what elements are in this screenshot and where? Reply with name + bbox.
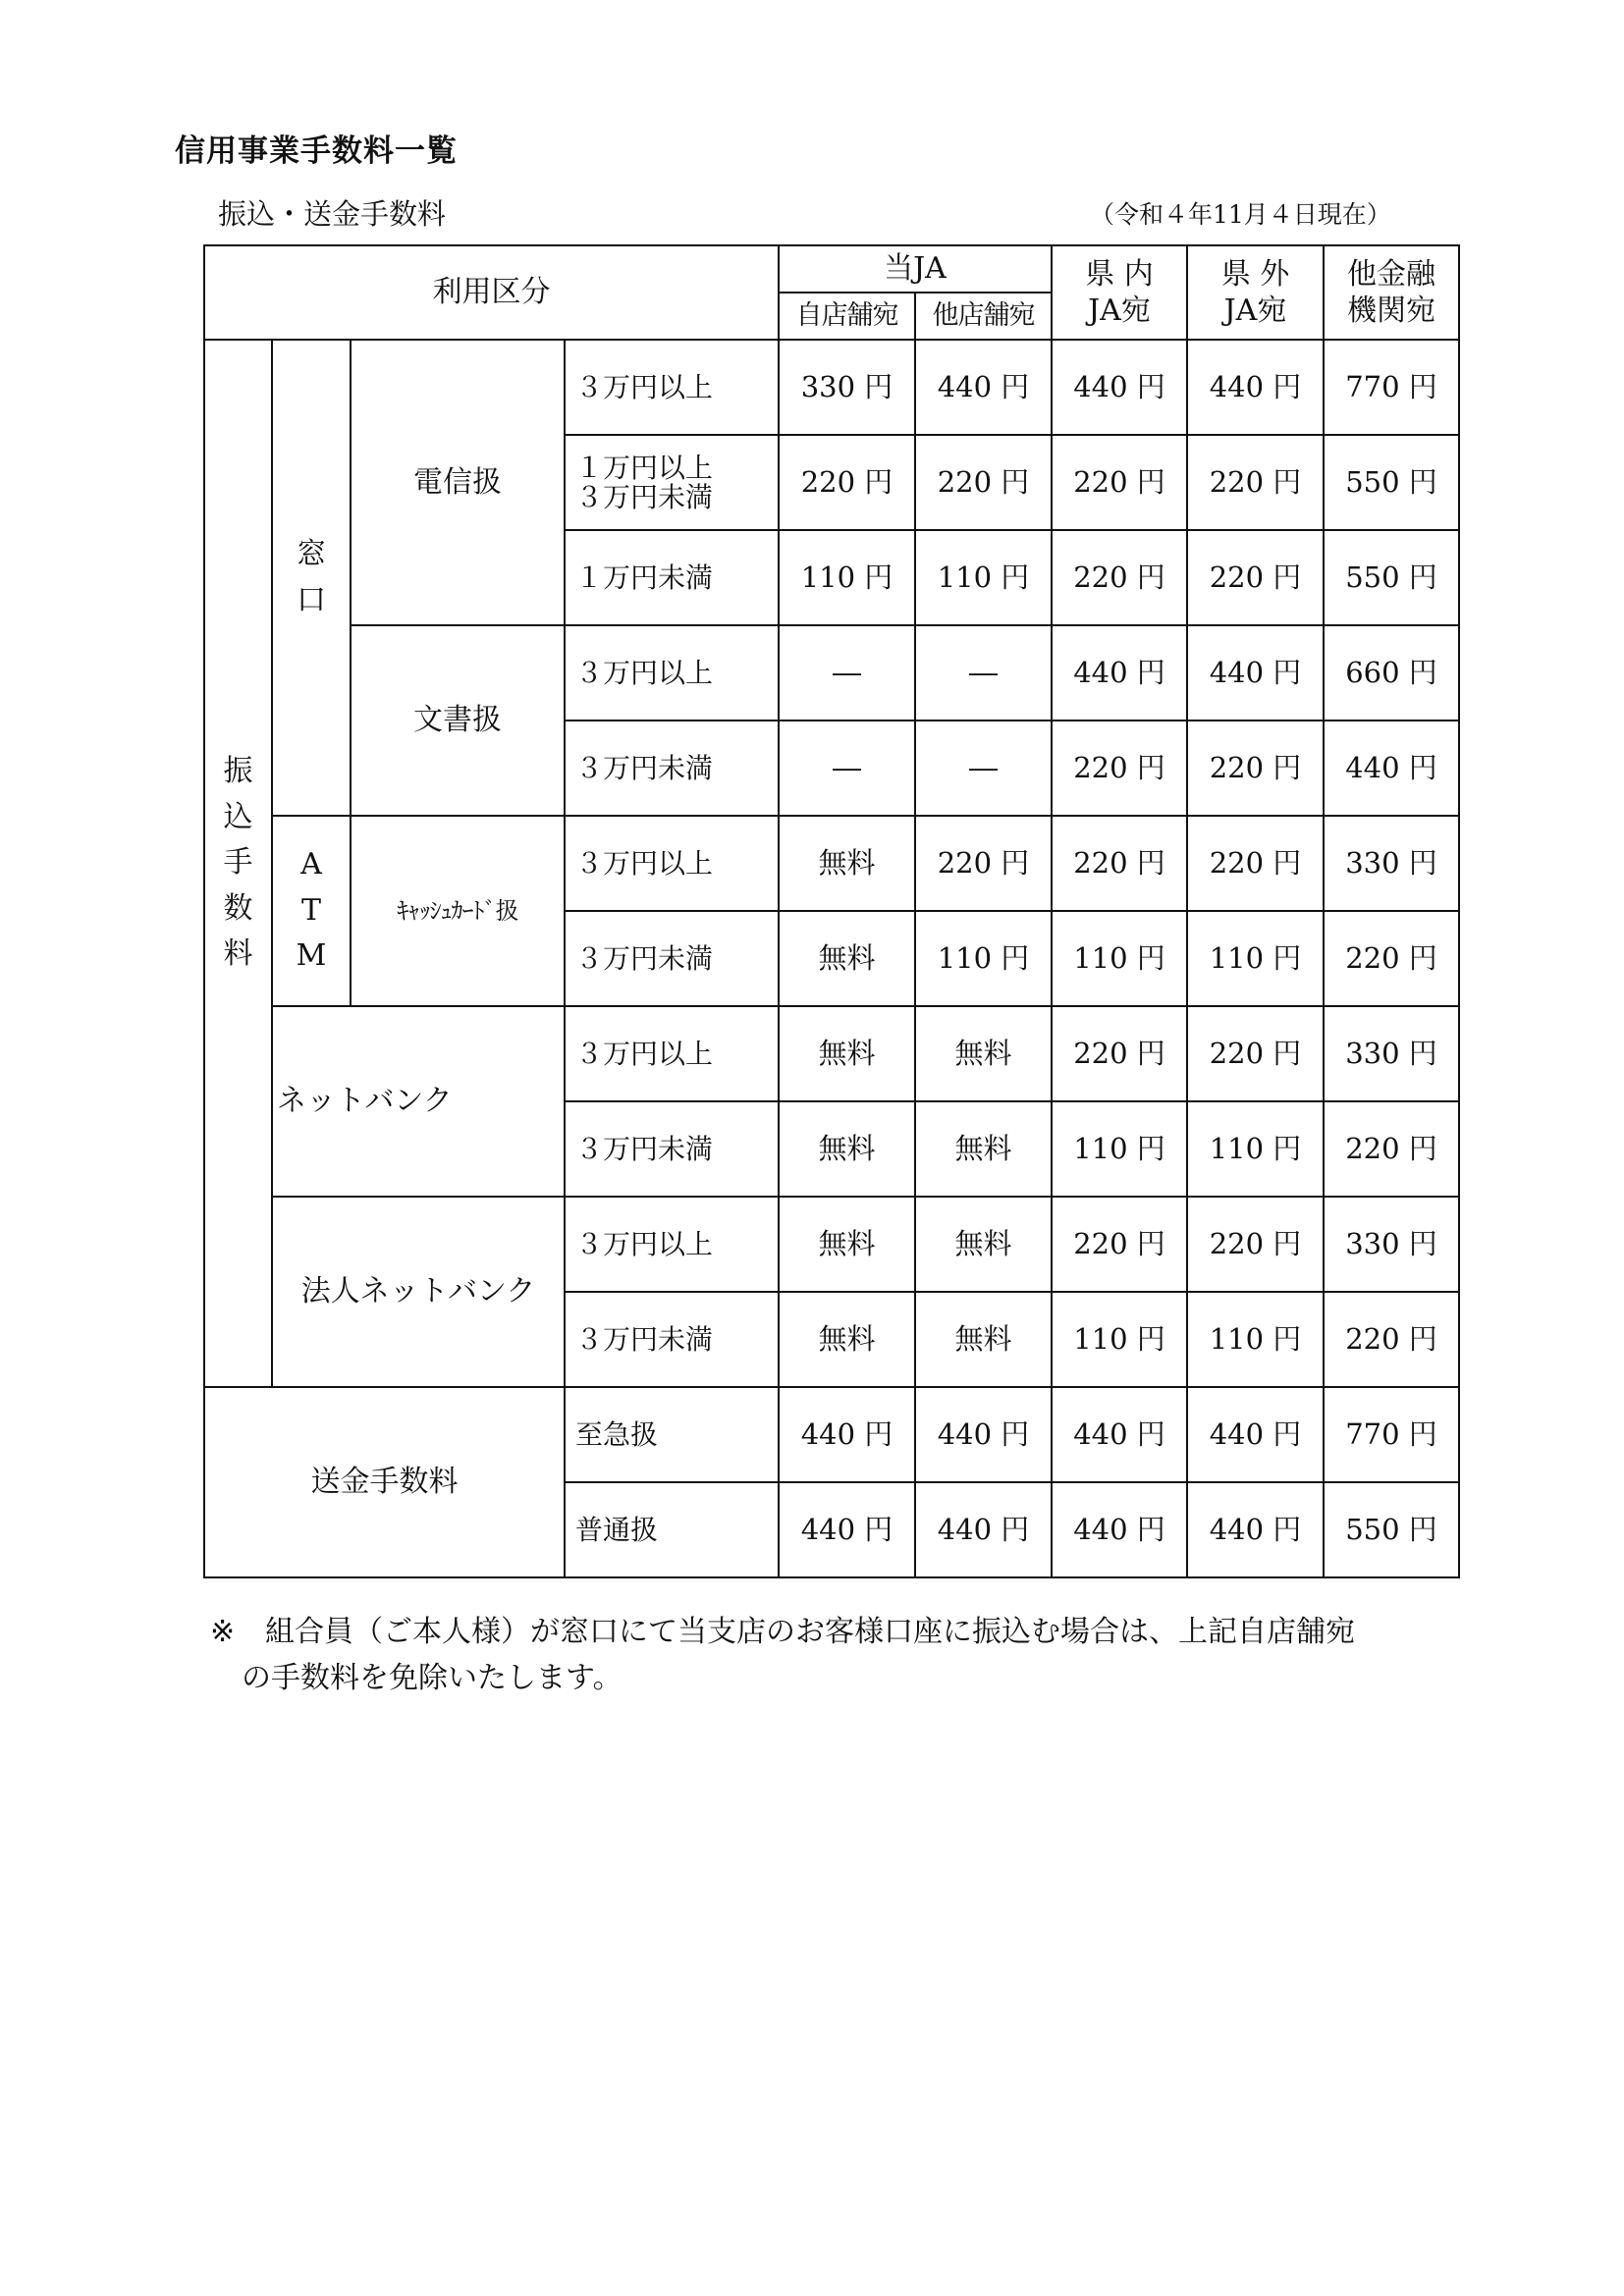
label-denshin: 電信扱	[351, 340, 565, 625]
fee-cell: 440 円	[1187, 1482, 1324, 1577]
fee-cell: 440 円	[1187, 1387, 1324, 1482]
table-row	[204, 625, 1459, 721]
fee-cell: ―	[779, 721, 915, 816]
fee-cell: 無料	[779, 1292, 915, 1387]
label-soukin-fee: 送金手数料	[204, 1387, 565, 1577]
fee-cell: ―	[915, 721, 1052, 816]
fee-cell: 110 円	[1187, 1292, 1324, 1387]
fee-cell: 440 円	[1052, 1482, 1187, 1577]
header-taten: 他店舗宛	[915, 293, 1052, 340]
fee-cell: 110 円	[1052, 1292, 1187, 1387]
range-cell: ３万円未満	[565, 1292, 779, 1387]
label-furikomi-fee: 振 込 手 数 料	[204, 340, 272, 1387]
fee-cell: 220 円	[1052, 816, 1187, 911]
fee-cell: 330 円	[779, 340, 915, 435]
note-line-1: 組合員（ご本人様）が窓口にて当支店のお客様口座に振込む場合は、上記自店舗宛	[265, 1615, 1355, 1649]
note-line-2: の手数料を免除いたします。	[242, 1660, 623, 1695]
fee-cell: 無料	[779, 816, 915, 911]
fee-cell: 110 円	[915, 911, 1052, 1006]
fee-cell: 220 円	[1052, 530, 1187, 625]
range-cell: ３万円以上	[565, 1006, 779, 1101]
fee-cell: 660 円	[1324, 625, 1459, 721]
fee-table	[203, 244, 1460, 1578]
range-cell: 普通扱	[565, 1482, 779, 1577]
fee-cell: 330 円	[1324, 816, 1459, 911]
fee-cell: 440 円	[1052, 340, 1187, 435]
fee-cell: 110 円	[915, 530, 1052, 625]
footnote	[210, 1610, 1477, 1701]
fee-cell: 440 円	[779, 1482, 915, 1577]
range-cell: ３万円以上	[565, 340, 779, 435]
fee-cell: 330 円	[1324, 1006, 1459, 1101]
fee-cell: 440 円	[1324, 721, 1459, 816]
note-mark: ※	[210, 1615, 236, 1649]
range-cell: ３万円以上	[565, 625, 779, 721]
section-subtitle: 振込・送金手数料	[218, 197, 447, 231]
header-kengai: 県 外 JA宛	[1187, 245, 1324, 340]
fee-cell: 440 円	[1187, 340, 1324, 435]
fee-cell: 110 円	[1052, 911, 1187, 1006]
fee-cell: 無料	[779, 1101, 915, 1197]
header-tou-ja: 当JA	[779, 245, 1052, 293]
fee-cell: ―	[779, 625, 915, 721]
range-cell: １万円未満	[565, 530, 779, 625]
table-row	[204, 816, 1459, 911]
fee-cell: ―	[915, 625, 1052, 721]
table-row	[204, 340, 1459, 435]
fee-cell: 220 円	[915, 816, 1052, 911]
header-usage: 利用区分	[204, 245, 779, 340]
fee-cell: 無料	[915, 1292, 1052, 1387]
fee-cell: 770 円	[1324, 1387, 1459, 1482]
fee-cell: 無料	[915, 1197, 1052, 1292]
fee-cell: 110 円	[1187, 1101, 1324, 1197]
range-cell: １万円以上 ３万円未満	[565, 435, 779, 530]
fee-cell: 無料	[915, 1006, 1052, 1101]
fee-cell: 440 円	[915, 340, 1052, 435]
fee-cell: 440 円	[915, 1387, 1052, 1482]
table-row	[204, 1387, 1459, 1482]
as-of-date: （令和４年11月４日現在）	[1090, 200, 1391, 229]
header-kennai: 県 内 JA宛	[1052, 245, 1187, 340]
fee-cell: 無料	[915, 1101, 1052, 1197]
range-cell: ３万円未満	[565, 911, 779, 1006]
fee-cell: 440 円	[1187, 625, 1324, 721]
fee-cell: 220 円	[915, 435, 1052, 530]
fee-cell: 110 円	[1052, 1101, 1187, 1197]
fee-cell: 440 円	[779, 1387, 915, 1482]
range-cell: ３万円以上	[565, 816, 779, 911]
range-cell: ３万円未満	[565, 1101, 779, 1197]
fee-cell: 440 円	[1052, 625, 1187, 721]
fee-cell: 440 円	[915, 1482, 1052, 1577]
fee-cell: 220 円	[1187, 1197, 1324, 1292]
fee-cell: 550 円	[1324, 1482, 1459, 1577]
range-cell: 至急扱	[565, 1387, 779, 1482]
label-atm: A T M	[272, 816, 351, 1006]
fee-cell: 440 円	[1052, 1387, 1187, 1482]
fee-cell: 無料	[779, 1006, 915, 1101]
fee-cell: 220 円	[1187, 530, 1324, 625]
label-bunsho: 文書扱	[351, 625, 565, 816]
fee-cell: 220 円	[1324, 911, 1459, 1006]
table-row	[204, 1197, 1459, 1292]
table-row	[204, 1006, 1459, 1101]
fee-cell: 無料	[779, 911, 915, 1006]
fee-cell: 220 円	[1187, 721, 1324, 816]
fee-cell: 220 円	[779, 435, 915, 530]
range-cell: ３万円未満	[565, 721, 779, 816]
range-cell: ３万円以上	[565, 1197, 779, 1292]
fee-cell: 220 円	[1052, 1006, 1187, 1101]
fee-cell: 110 円	[779, 530, 915, 625]
fee-cell: 220 円	[1052, 721, 1187, 816]
fee-cell: 550 円	[1324, 435, 1459, 530]
fee-cell: 330 円	[1324, 1197, 1459, 1292]
header-jiten: 自店舗宛	[779, 293, 915, 340]
fee-cell: 220 円	[1187, 1006, 1324, 1101]
label-hojin-netbank: 法人ネットバンク	[272, 1197, 565, 1387]
header-other-institutions: 他金融 機関宛	[1324, 245, 1459, 340]
fee-cell: 220 円	[1052, 435, 1187, 530]
page-title: 信用事業手数料一覧	[175, 133, 458, 169]
fee-cell: 220 円	[1187, 816, 1324, 911]
fee-cell: 220 円	[1324, 1101, 1459, 1197]
fee-cell: 220 円	[1324, 1292, 1459, 1387]
fee-cell: 無料	[779, 1197, 915, 1292]
fee-cell: 770 円	[1324, 340, 1459, 435]
label-netbank: ネットバンク	[272, 1006, 565, 1197]
label-cashcard: ｷｬｯｼｭｶｰﾄﾞ扱	[351, 816, 565, 1006]
fee-cell: 550 円	[1324, 530, 1459, 625]
fee-cell: 220 円	[1052, 1197, 1187, 1292]
label-madoguchi: 窓 口	[272, 340, 351, 816]
fee-cell: 110 円	[1187, 911, 1324, 1006]
fee-cell: 220 円	[1187, 435, 1324, 530]
